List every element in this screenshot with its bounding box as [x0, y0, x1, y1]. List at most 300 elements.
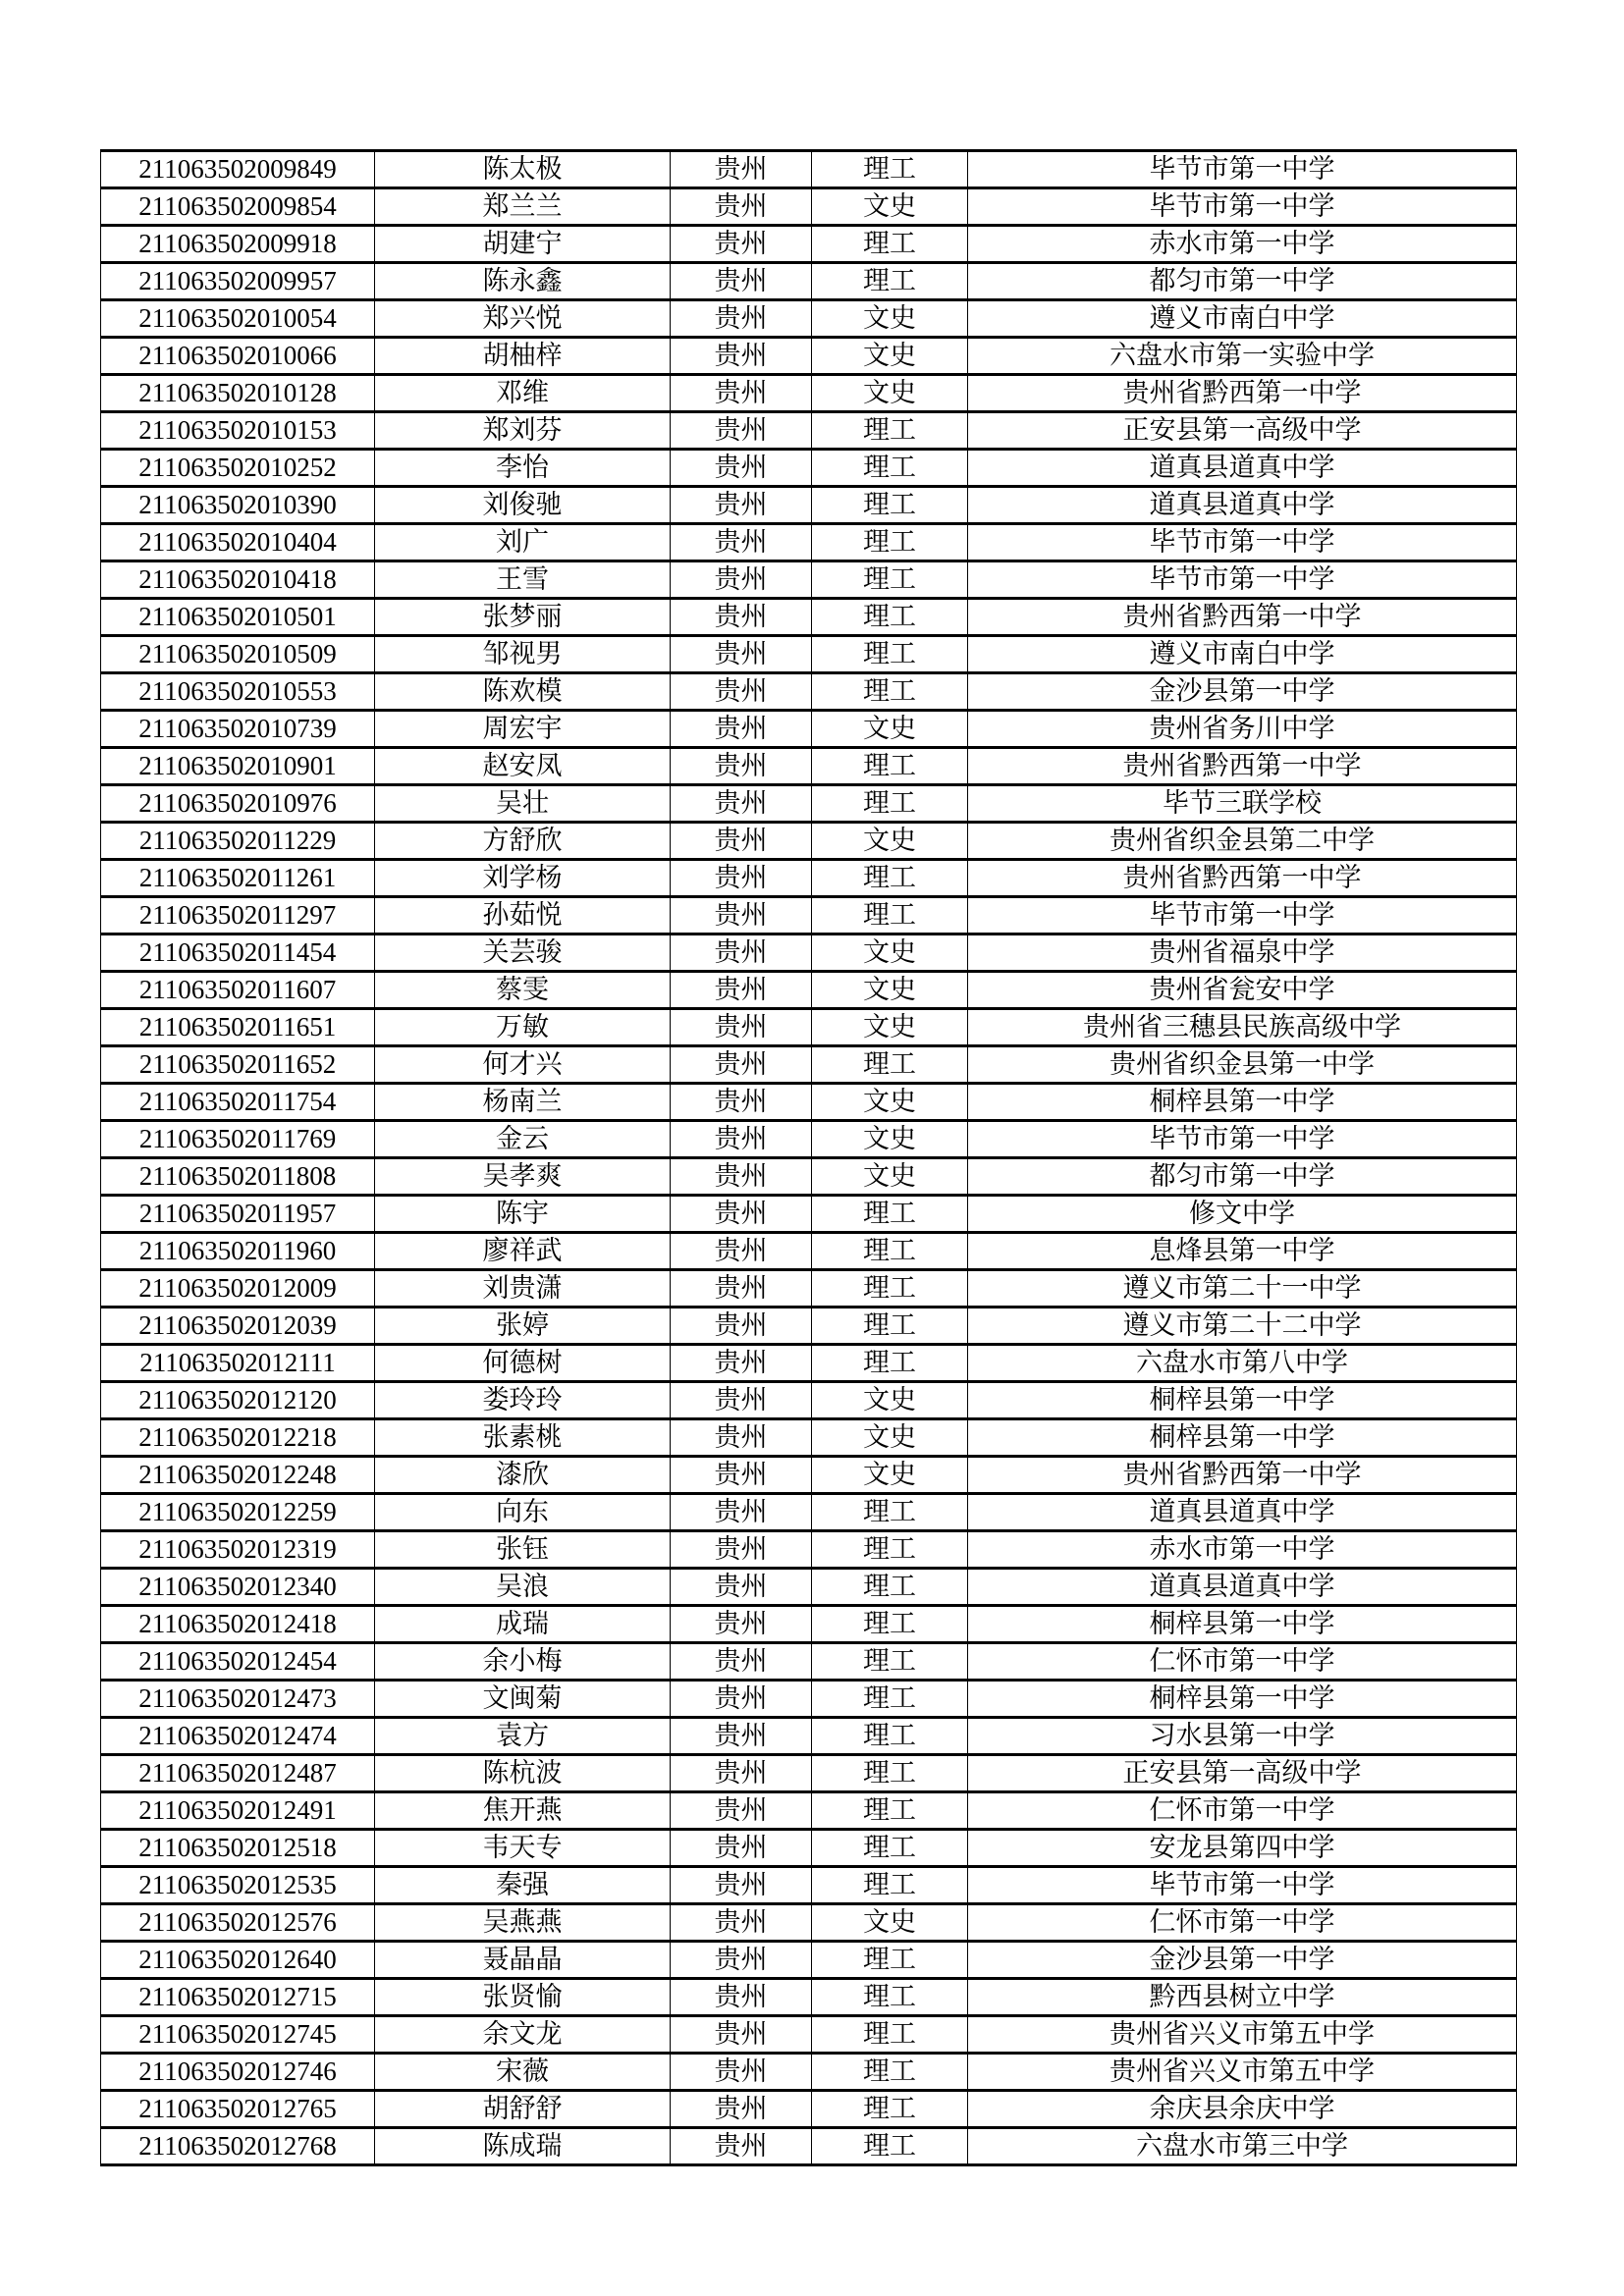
table-row — [101, 1308, 1517, 1345]
category-cell: 理工 — [812, 1718, 968, 1755]
province-cell: 贵州 — [671, 1382, 812, 1419]
province-cell: 贵州 — [671, 1121, 812, 1158]
category-cell: 文史 — [812, 188, 968, 226]
name-cell: 万敏 — [375, 1009, 671, 1046]
category-cell: 理工 — [812, 412, 968, 450]
exam-id-cell: 211063502012120 — [101, 1382, 375, 1419]
school-cell: 道真县道真中学 — [968, 487, 1517, 524]
school-cell: 贵州省黔西第一中学 — [968, 860, 1517, 897]
category-cell: 文史 — [812, 711, 968, 748]
category-cell: 理工 — [812, 263, 968, 300]
table-row — [101, 1755, 1517, 1792]
category-cell: 理工 — [812, 1830, 968, 1867]
province-cell: 贵州 — [671, 1904, 812, 1942]
name-cell: 余小梅 — [375, 1643, 671, 1681]
exam-id-cell: 211063502012535 — [101, 1867, 375, 1904]
school-cell: 仁怀市第一中学 — [968, 1643, 1517, 1681]
name-cell: 邹视男 — [375, 636, 671, 673]
province-cell: 贵州 — [671, 1009, 812, 1046]
category-cell: 文史 — [812, 823, 968, 860]
table-row — [101, 972, 1517, 1009]
exam-id-cell: 211063502011454 — [101, 934, 375, 972]
name-cell: 蔡雯 — [375, 972, 671, 1009]
school-cell: 安龙县第四中学 — [968, 1830, 1517, 1867]
name-cell: 王雪 — [375, 561, 671, 599]
name-cell: 关芸骏 — [375, 934, 671, 972]
school-cell: 六盘水市第八中学 — [968, 1345, 1517, 1382]
category-cell: 文史 — [812, 1904, 968, 1942]
table-row — [101, 226, 1517, 263]
province-cell: 贵州 — [671, 1233, 812, 1270]
name-cell: 焦开燕 — [375, 1792, 671, 1830]
name-cell: 刘学杨 — [375, 860, 671, 897]
school-cell: 仁怀市第一中学 — [968, 1904, 1517, 1942]
exam-id-cell: 211063502012746 — [101, 2054, 375, 2091]
province-cell: 贵州 — [671, 673, 812, 711]
category-cell: 理工 — [812, 1681, 968, 1718]
province-cell: 贵州 — [671, 2128, 812, 2165]
table-row — [101, 823, 1517, 860]
name-cell: 秦强 — [375, 1867, 671, 1904]
table-row — [101, 1009, 1517, 1046]
exam-id-cell: 211063502012454 — [101, 1643, 375, 1681]
category-cell: 理工 — [812, 897, 968, 934]
name-cell: 余文龙 — [375, 2016, 671, 2054]
table-row — [101, 2128, 1517, 2165]
name-cell: 郑兴悦 — [375, 300, 671, 338]
category-cell: 理工 — [812, 1196, 968, 1233]
school-cell: 习水县第一中学 — [968, 1718, 1517, 1755]
school-cell: 贵州省兴义市第五中学 — [968, 2016, 1517, 2054]
exam-id-cell: 211063502011261 — [101, 860, 375, 897]
table-body — [101, 151, 1517, 2165]
exam-id-cell: 211063502012418 — [101, 1606, 375, 1643]
name-cell: 陈永鑫 — [375, 263, 671, 300]
table-row — [101, 1121, 1517, 1158]
table-row — [101, 1606, 1517, 1643]
school-cell: 仁怀市第一中学 — [968, 1792, 1517, 1830]
province-cell: 贵州 — [671, 375, 812, 412]
exam-id-cell: 211063502011808 — [101, 1158, 375, 1196]
name-cell: 郑刘芬 — [375, 412, 671, 450]
school-cell: 桐梓县第一中学 — [968, 1419, 1517, 1457]
school-cell: 毕节市第一中学 — [968, 188, 1517, 226]
school-cell: 息烽县第一中学 — [968, 1233, 1517, 1270]
exam-id-cell: 211063502011651 — [101, 1009, 375, 1046]
name-cell: 吴壮 — [375, 785, 671, 823]
exam-id-cell: 211063502012039 — [101, 1308, 375, 1345]
category-cell: 文史 — [812, 972, 968, 1009]
name-cell: 何德树 — [375, 1345, 671, 1382]
province-cell: 贵州 — [671, 1569, 812, 1606]
province-cell: 贵州 — [671, 263, 812, 300]
name-cell: 吴孝爽 — [375, 1158, 671, 1196]
school-cell: 遵义市南白中学 — [968, 300, 1517, 338]
name-cell: 胡建宁 — [375, 226, 671, 263]
school-cell: 遵义市第二十二中学 — [968, 1308, 1517, 1345]
name-cell: 孙茹悦 — [375, 897, 671, 934]
category-cell: 理工 — [812, 1942, 968, 1979]
name-cell: 廖祥武 — [375, 1233, 671, 1270]
school-cell: 毕节三联学校 — [968, 785, 1517, 823]
category-cell: 文史 — [812, 934, 968, 972]
category-cell: 文史 — [812, 1158, 968, 1196]
category-cell: 理工 — [812, 1979, 968, 2016]
province-cell: 贵州 — [671, 1681, 812, 1718]
province-cell: 贵州 — [671, 2091, 812, 2128]
category-cell: 理工 — [812, 636, 968, 673]
exam-id-cell: 211063502012474 — [101, 1718, 375, 1755]
category-cell: 理工 — [812, 1755, 968, 1792]
school-cell: 贵州省黔西第一中学 — [968, 375, 1517, 412]
category-cell: 理工 — [812, 226, 968, 263]
exam-id-cell: 211063502009957 — [101, 263, 375, 300]
school-cell: 赤水市第一中学 — [968, 226, 1517, 263]
school-cell: 桐梓县第一中学 — [968, 1681, 1517, 1718]
province-cell: 贵州 — [671, 1942, 812, 1979]
province-cell: 贵州 — [671, 636, 812, 673]
name-cell: 李怡 — [375, 450, 671, 487]
province-cell: 贵州 — [671, 524, 812, 561]
province-cell: 贵州 — [671, 1643, 812, 1681]
province-cell: 贵州 — [671, 1792, 812, 1830]
table-row — [101, 1345, 1517, 1382]
school-cell: 金沙县第一中学 — [968, 673, 1517, 711]
school-cell: 遵义市南白中学 — [968, 636, 1517, 673]
table-row — [101, 1792, 1517, 1830]
school-cell: 赤水市第一中学 — [968, 1531, 1517, 1569]
province-cell: 贵州 — [671, 897, 812, 934]
table-row — [101, 151, 1517, 188]
exam-id-cell: 211063502011607 — [101, 972, 375, 1009]
category-cell: 理工 — [812, 2128, 968, 2165]
student-list-table — [100, 149, 1517, 2166]
category-cell: 理工 — [812, 487, 968, 524]
province-cell: 贵州 — [671, 1196, 812, 1233]
school-cell: 毕节市第一中学 — [968, 151, 1517, 188]
exam-id-cell: 211063502010739 — [101, 711, 375, 748]
category-cell: 理工 — [812, 1270, 968, 1308]
category-cell: 理工 — [812, 524, 968, 561]
exam-id-cell: 211063502010501 — [101, 599, 375, 636]
table-row — [101, 450, 1517, 487]
school-cell: 余庆县余庆中学 — [968, 2091, 1517, 2128]
table-row — [101, 785, 1517, 823]
table-row — [101, 487, 1517, 524]
category-cell: 理工 — [812, 450, 968, 487]
province-cell: 贵州 — [671, 860, 812, 897]
table-row — [101, 1270, 1517, 1308]
school-cell: 贵州省福泉中学 — [968, 934, 1517, 972]
table-row — [101, 1830, 1517, 1867]
school-cell: 道真县道真中学 — [968, 1494, 1517, 1531]
school-cell: 贵州省三穗县民族高级中学 — [968, 1009, 1517, 1046]
province-cell: 贵州 — [671, 599, 812, 636]
province-cell: 贵州 — [671, 151, 812, 188]
category-cell: 理工 — [812, 860, 968, 897]
province-cell: 贵州 — [671, 1494, 812, 1531]
school-cell: 毕节市第一中学 — [968, 1121, 1517, 1158]
exam-id-cell: 211063502012768 — [101, 2128, 375, 2165]
table-row — [101, 1867, 1517, 1904]
table-row — [101, 1718, 1517, 1755]
table-row — [101, 2054, 1517, 2091]
province-cell: 贵州 — [671, 1457, 812, 1494]
exam-id-cell: 211063502011297 — [101, 897, 375, 934]
exam-id-cell: 211063502009849 — [101, 151, 375, 188]
province-cell: 贵州 — [671, 300, 812, 338]
name-cell: 胡舒舒 — [375, 2091, 671, 2128]
table-row — [101, 263, 1517, 300]
province-cell: 贵州 — [671, 785, 812, 823]
exam-id-cell: 211063502010054 — [101, 300, 375, 338]
exam-id-cell: 211063502012259 — [101, 1494, 375, 1531]
table-row — [101, 1196, 1517, 1233]
category-cell: 理工 — [812, 599, 968, 636]
table-row — [101, 1382, 1517, 1419]
school-cell: 贵州省黔西第一中学 — [968, 1457, 1517, 1494]
name-cell: 刘俊驰 — [375, 487, 671, 524]
exam-id-cell: 211063502012518 — [101, 1830, 375, 1867]
table-row — [101, 1419, 1517, 1457]
category-cell: 理工 — [812, 1569, 968, 1606]
province-cell: 贵州 — [671, 188, 812, 226]
province-cell: 贵州 — [671, 711, 812, 748]
school-cell: 贵州省黔西第一中学 — [968, 748, 1517, 785]
province-cell: 贵州 — [671, 1606, 812, 1643]
exam-id-cell: 211063502010901 — [101, 748, 375, 785]
category-cell: 理工 — [812, 1233, 968, 1270]
province-cell: 贵州 — [671, 1345, 812, 1382]
province-cell: 贵州 — [671, 1531, 812, 1569]
school-cell: 都匀市第一中学 — [968, 1158, 1517, 1196]
table-row — [101, 188, 1517, 226]
exam-id-cell: 211063502010553 — [101, 673, 375, 711]
exam-id-cell: 211063502012473 — [101, 1681, 375, 1718]
category-cell: 文史 — [812, 1419, 968, 1457]
category-cell: 理工 — [812, 785, 968, 823]
name-cell: 陈太极 — [375, 151, 671, 188]
exam-id-cell: 211063502009854 — [101, 188, 375, 226]
exam-id-cell: 211063502012715 — [101, 1979, 375, 2016]
school-cell: 六盘水市第三中学 — [968, 2128, 1517, 2165]
province-cell: 贵州 — [671, 1419, 812, 1457]
table-row — [101, 934, 1517, 972]
table-row — [101, 1084, 1517, 1121]
exam-id-cell: 211063502010404 — [101, 524, 375, 561]
table-row — [101, 2016, 1517, 2054]
name-cell: 何才兴 — [375, 1046, 671, 1084]
province-cell: 贵州 — [671, 226, 812, 263]
table-row — [101, 1643, 1517, 1681]
category-cell: 文史 — [812, 375, 968, 412]
table-row — [101, 1904, 1517, 1942]
exam-id-cell: 211063502012640 — [101, 1942, 375, 1979]
province-cell: 贵州 — [671, 1308, 812, 1345]
school-cell: 毕节市第一中学 — [968, 897, 1517, 934]
school-cell: 毕节市第一中学 — [968, 524, 1517, 561]
category-cell: 文史 — [812, 300, 968, 338]
school-cell: 正安县第一高级中学 — [968, 1755, 1517, 1792]
name-cell: 金云 — [375, 1121, 671, 1158]
province-cell: 贵州 — [671, 1270, 812, 1308]
province-cell: 贵州 — [671, 487, 812, 524]
school-cell: 贵州省兴义市第五中学 — [968, 2054, 1517, 2091]
name-cell: 刘广 — [375, 524, 671, 561]
province-cell: 贵州 — [671, 561, 812, 599]
table-row — [101, 561, 1517, 599]
school-cell: 道真县道真中学 — [968, 1569, 1517, 1606]
table-row — [101, 412, 1517, 450]
table-row — [101, 1494, 1517, 1531]
name-cell: 陈宇 — [375, 1196, 671, 1233]
name-cell: 吴浪 — [375, 1569, 671, 1606]
school-cell: 遵义市第二十一中学 — [968, 1270, 1517, 1308]
exam-id-cell: 211063502012576 — [101, 1904, 375, 1942]
category-cell: 理工 — [812, 1345, 968, 1382]
school-cell: 桐梓县第一中学 — [968, 1382, 1517, 1419]
name-cell: 邓维 — [375, 375, 671, 412]
exam-id-cell: 211063502012340 — [101, 1569, 375, 1606]
category-cell: 理工 — [812, 1494, 968, 1531]
exam-id-cell: 211063502012319 — [101, 1531, 375, 1569]
exam-id-cell: 211063502012745 — [101, 2016, 375, 2054]
category-cell: 文史 — [812, 1382, 968, 1419]
exam-id-cell: 211063502010153 — [101, 412, 375, 450]
school-cell: 都匀市第一中学 — [968, 263, 1517, 300]
table-row — [101, 673, 1517, 711]
category-cell: 理工 — [812, 2054, 968, 2091]
category-cell: 理工 — [812, 1531, 968, 1569]
name-cell: 杨南兰 — [375, 1084, 671, 1121]
name-cell: 宋薇 — [375, 2054, 671, 2091]
name-cell: 漆欣 — [375, 1457, 671, 1494]
table-row — [101, 1046, 1517, 1084]
exam-id-cell: 211063502012009 — [101, 1270, 375, 1308]
name-cell: 张梦丽 — [375, 599, 671, 636]
category-cell: 文史 — [812, 1121, 968, 1158]
table-row — [101, 599, 1517, 636]
name-cell: 张贤愉 — [375, 1979, 671, 2016]
name-cell: 方舒欣 — [375, 823, 671, 860]
table-row — [101, 1457, 1517, 1494]
province-cell: 贵州 — [671, 2016, 812, 2054]
name-cell: 张婷 — [375, 1308, 671, 1345]
province-cell: 贵州 — [671, 1084, 812, 1121]
school-cell: 贵州省务川中学 — [968, 711, 1517, 748]
exam-id-cell: 211063502012248 — [101, 1457, 375, 1494]
province-cell: 贵州 — [671, 1046, 812, 1084]
name-cell: 陈杭波 — [375, 1755, 671, 1792]
category-cell: 文史 — [812, 1457, 968, 1494]
exam-id-cell: 211063502010252 — [101, 450, 375, 487]
name-cell: 吴燕燕 — [375, 1904, 671, 1942]
province-cell: 贵州 — [671, 1979, 812, 2016]
school-cell: 金沙县第一中学 — [968, 1942, 1517, 1979]
exam-id-cell: 211063502011754 — [101, 1084, 375, 1121]
exam-id-cell: 211063502010390 — [101, 487, 375, 524]
table-row — [101, 748, 1517, 785]
school-cell: 桐梓县第一中学 — [968, 1606, 1517, 1643]
school-cell: 黔西县树立中学 — [968, 1979, 1517, 2016]
table-row — [101, 1531, 1517, 1569]
category-cell: 理工 — [812, 673, 968, 711]
school-cell: 六盘水市第一实验中学 — [968, 338, 1517, 375]
exam-id-cell: 211063502010509 — [101, 636, 375, 673]
province-cell: 贵州 — [671, 2054, 812, 2091]
province-cell: 贵州 — [671, 1830, 812, 1867]
category-cell: 文史 — [812, 1009, 968, 1046]
school-cell: 毕节市第一中学 — [968, 561, 1517, 599]
province-cell: 贵州 — [671, 972, 812, 1009]
school-cell: 贵州省黔西第一中学 — [968, 599, 1517, 636]
exam-id-cell: 211063502012487 — [101, 1755, 375, 1792]
table-row — [101, 1681, 1517, 1718]
name-cell: 张素桃 — [375, 1419, 671, 1457]
name-cell: 陈成瑞 — [375, 2128, 671, 2165]
table-row — [101, 2091, 1517, 2128]
table-row — [101, 1942, 1517, 1979]
province-cell: 贵州 — [671, 338, 812, 375]
province-cell: 贵州 — [671, 934, 812, 972]
name-cell: 成瑞 — [375, 1606, 671, 1643]
province-cell: 贵州 — [671, 823, 812, 860]
table-row — [101, 860, 1517, 897]
exam-id-cell: 211063502010976 — [101, 785, 375, 823]
table-row — [101, 300, 1517, 338]
exam-id-cell: 211063502012111 — [101, 1345, 375, 1382]
category-cell: 理工 — [812, 1643, 968, 1681]
category-cell: 理工 — [812, 1308, 968, 1345]
category-cell: 文史 — [812, 338, 968, 375]
school-cell: 桐梓县第一中学 — [968, 1084, 1517, 1121]
province-cell: 贵州 — [671, 1718, 812, 1755]
school-cell: 贵州省织金县第一中学 — [968, 1046, 1517, 1084]
exam-id-cell: 211063502009918 — [101, 226, 375, 263]
exam-id-cell: 211063502011957 — [101, 1196, 375, 1233]
name-cell: 郑兰兰 — [375, 188, 671, 226]
province-cell: 贵州 — [671, 1755, 812, 1792]
exam-id-cell: 211063502011960 — [101, 1233, 375, 1270]
table-row — [101, 636, 1517, 673]
province-cell: 贵州 — [671, 1158, 812, 1196]
table-row — [101, 524, 1517, 561]
name-cell: 向东 — [375, 1494, 671, 1531]
school-cell: 修文中学 — [968, 1196, 1517, 1233]
province-cell: 贵州 — [671, 1867, 812, 1904]
exam-id-cell: 211063502011652 — [101, 1046, 375, 1084]
category-cell: 理工 — [812, 561, 968, 599]
school-cell: 贵州省织金县第二中学 — [968, 823, 1517, 860]
table-row — [101, 1233, 1517, 1270]
name-cell: 赵安凤 — [375, 748, 671, 785]
name-cell: 聂晶晶 — [375, 1942, 671, 1979]
table-row — [101, 1569, 1517, 1606]
exam-id-cell: 211063502011769 — [101, 1121, 375, 1158]
category-cell: 理工 — [812, 1606, 968, 1643]
province-cell: 贵州 — [671, 450, 812, 487]
name-cell: 张钰 — [375, 1531, 671, 1569]
table-row — [101, 1979, 1517, 2016]
name-cell: 陈欢模 — [375, 673, 671, 711]
school-cell: 正安县第一高级中学 — [968, 412, 1517, 450]
exam-id-cell: 211063502010128 — [101, 375, 375, 412]
exam-id-cell: 211063502012218 — [101, 1419, 375, 1457]
exam-id-cell: 211063502011229 — [101, 823, 375, 860]
name-cell: 胡柚梓 — [375, 338, 671, 375]
table-row — [101, 1158, 1517, 1196]
category-cell: 文史 — [812, 1084, 968, 1121]
